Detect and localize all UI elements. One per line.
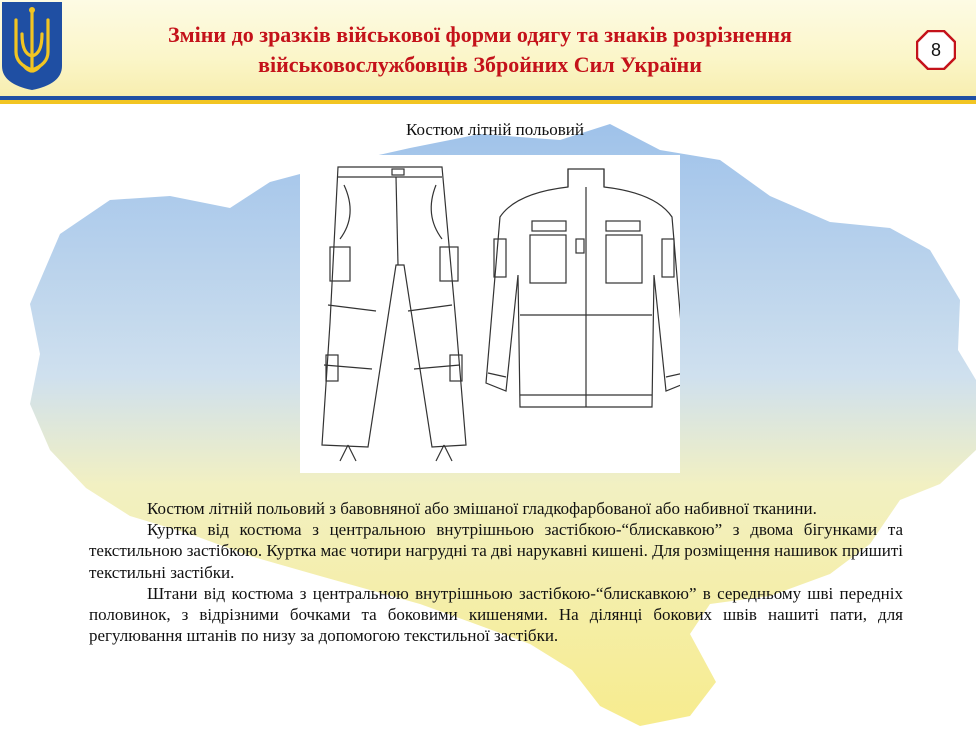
section-subtitle: Костюм літній польовий [405, 120, 584, 139]
trousers-drawing [322, 167, 466, 461]
trident-emblem-icon [0, 0, 64, 92]
paragraph-trousers: Штани від костюма з центральною внутрішньою застібкою-“блискавкою” в середньому шві передніх половинок, з відрізними бочками та боковими кишенями. На ділянці бокових швів нашиті пати, для регулювання штанів по низу за допомогою текстильної застібки. [89, 583, 903, 646]
header-stripe-yellow [0, 100, 976, 104]
jacket-drawing [486, 169, 680, 407]
paragraph-suit: Костюм літній польовий з бавовняної або змішаної гладкофарбованої або набивної тканини. [147, 499, 817, 518]
title-line-1: Зміни до зразків військової форми одягу та знаків розрізнення [168, 22, 792, 47]
paragraph-jacket: Куртка від костюма з центральною внутрішньою застібкою-“блискавкою” з двома бігунками та текстильною застібкою. Куртка має чотири нагрудні та дві нарукавні кишені. Для розміщення нашивок пришиті текстильні застібки. [89, 520, 903, 582]
page-title [90, 20, 870, 80]
description-text [89, 498, 903, 646]
page-number: 8 [930, 40, 941, 60]
uniform-drawing [300, 155, 680, 473]
title-line-2: військовослужбовців Збройних Сил України [258, 52, 702, 77]
